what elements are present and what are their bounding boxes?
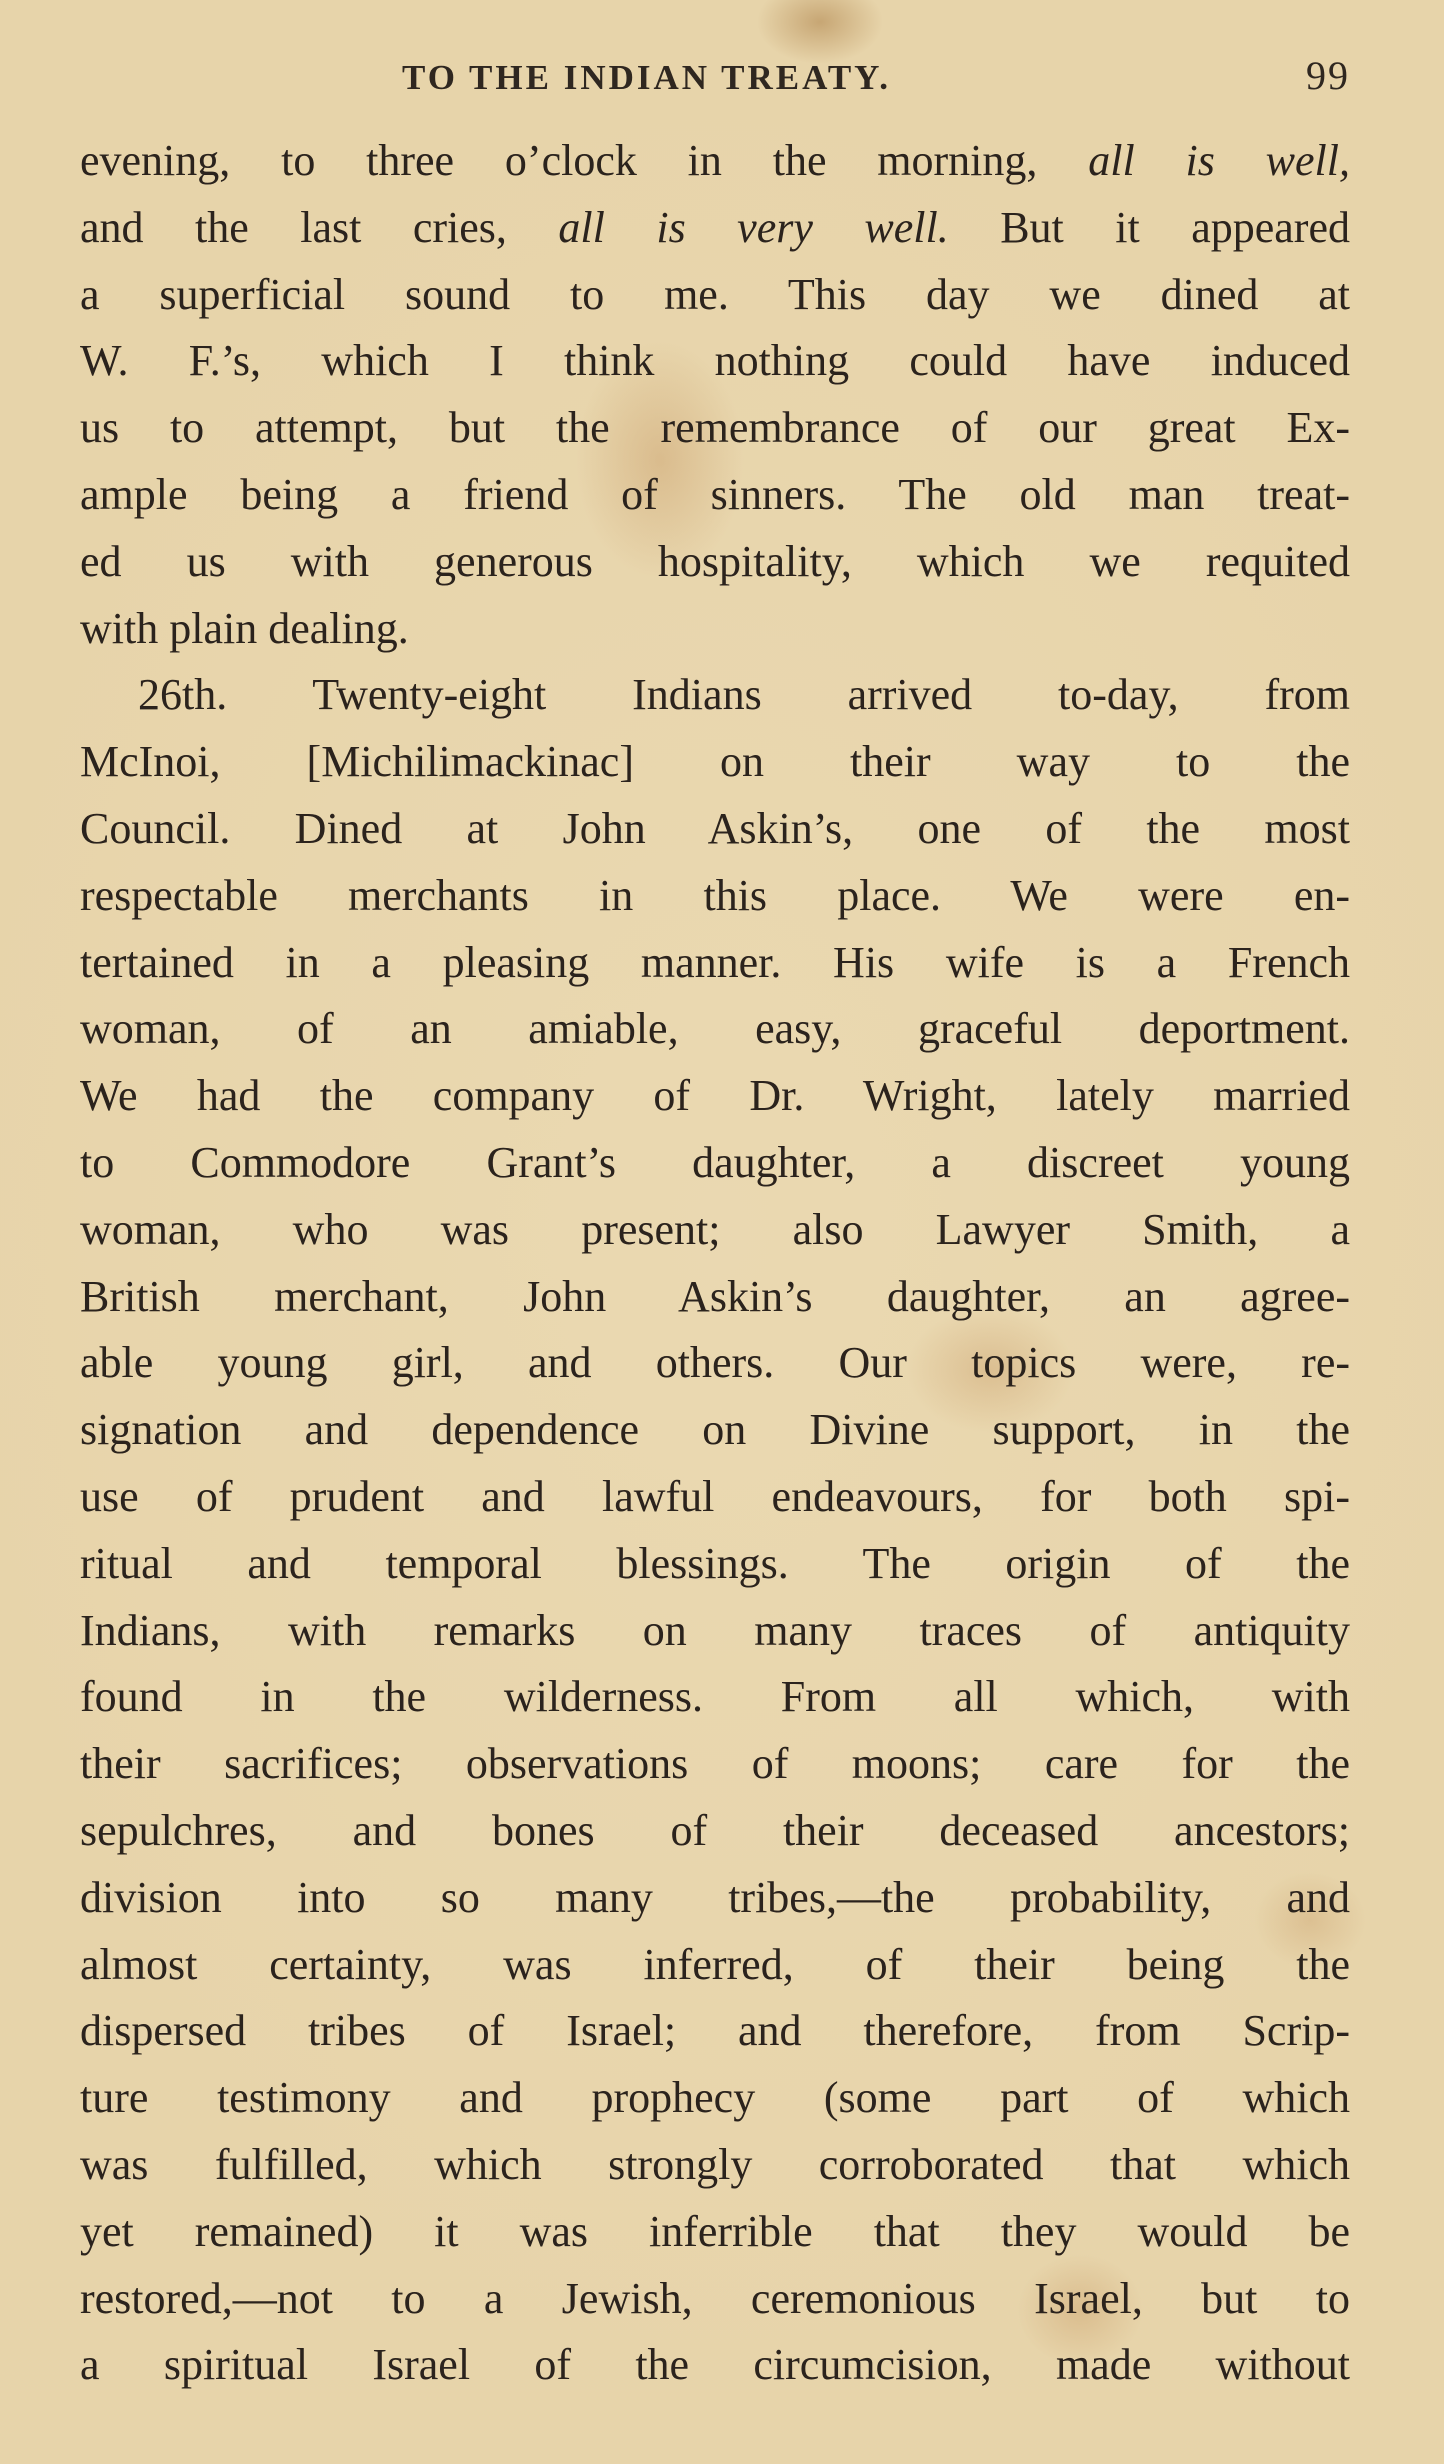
- text-line: woman, of an amiable, easy, graceful deportment.: [80, 1004, 1350, 1054]
- text-line: respectable merchants in this place. We were en-: [80, 870, 1350, 920]
- text-line: found in the wilderness. From all which, with: [80, 1672, 1350, 1722]
- text-line: was fulfilled, which strongly corroborated that which: [80, 2139, 1350, 2189]
- text-line: McInoi, [Michilimackinac] on their way to the: [80, 737, 1350, 787]
- text-line: We had the company of Dr. Wright, lately married: [80, 1071, 1350, 1121]
- text-line: woman, who was present; also Lawyer Smith, a: [80, 1204, 1350, 1254]
- body-text: [80, 128, 1350, 2399]
- text-line: signation and dependence on Divine support, in the: [80, 1405, 1350, 1455]
- paragraph-start-line: 26th. Twenty-eight Indians arrived to-day, from: [138, 670, 1350, 720]
- text-line: sepulchres, and bones of their deceased ancestors;: [80, 1805, 1350, 1855]
- text-line: ample being a friend of sinners. The old man treat-: [80, 469, 1350, 519]
- page-header: [80, 52, 1350, 112]
- text-line: to Commodore Grant’s daughter, a discreet young: [80, 1137, 1350, 1187]
- text-line: yet remained) it was inferrible that they would be: [80, 2206, 1350, 2256]
- text-line: evening, to three o’clock in the morning, all is well,: [80, 136, 1351, 185]
- running-head: TO THE INDIAN TREATY.: [402, 58, 891, 97]
- text-line: W. F.’s, which I think nothing could have induced: [80, 336, 1350, 386]
- text-line: use of prudent and lawful endeavours, for both spi-: [80, 1471, 1350, 1521]
- page-number: 99: [1306, 53, 1350, 98]
- text-line: division into so many tribes,—the probability, and: [80, 1872, 1350, 1922]
- text-line: with plain dealing.: [80, 603, 409, 653]
- text-line: ture testimony and prophecy (some part of which: [80, 2073, 1350, 2123]
- text-line: and the last cries, all is very well. But it appeared: [80, 202, 1350, 252]
- text-line: restored,—not to a Jewish, ceremonious Israel, but to: [80, 2273, 1350, 2323]
- text-line: Council. Dined at John Askin’s, one of the most: [80, 803, 1350, 853]
- text-line: British merchant, John Askin’s daughter, an agree-: [80, 1271, 1350, 1321]
- text-line: Indians, with remarks on many traces of antiquity: [80, 1605, 1350, 1655]
- text-line: their sacrifices; observations of moons; care for the: [80, 1739, 1350, 1789]
- text-line: ritual and temporal blessings. The origin of the: [80, 1538, 1350, 1588]
- text-line: us to attempt, but the remembrance of our great Ex-: [80, 403, 1350, 453]
- text-line: dispersed tribes of Israel; and therefore, from Scrip-: [80, 2006, 1350, 2056]
- text-line: tertained in a pleasing manner. His wife is a French: [80, 937, 1350, 987]
- text-line: able young girl, and others. Our topics were, re-: [80, 1338, 1350, 1388]
- text-line: a spiritual Israel of the circumcision, made without: [80, 2340, 1350, 2390]
- text-line: almost certainty, was inferred, of their being the: [80, 1939, 1350, 1989]
- text-line: ed us with generous hospitality, which we requited: [80, 536, 1350, 586]
- text-line: a superficial sound to me. This day we dined at: [80, 269, 1350, 319]
